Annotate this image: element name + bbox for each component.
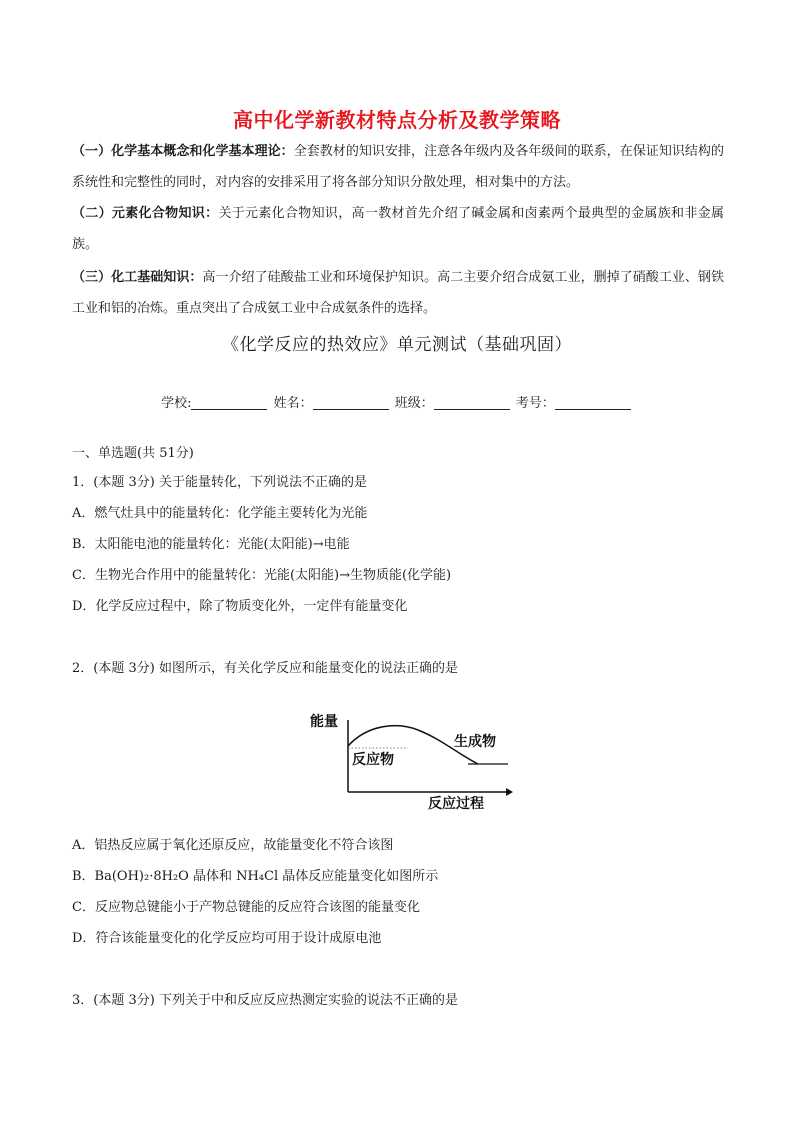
class-blank (434, 395, 510, 410)
question-1-option-c: C．生物光合作用中的能量转化：光能(太阳能)→生物质能(化学能) (72, 568, 452, 583)
intro-text-3: 高一介绍了硅酸盐工业和环境保护知识。高二主要介绍合成氨工业，删掉了硝酸工业、钢铁工业和铝的冶炼。重点突出了合成氨工业中合成氨条件的选择。 (72, 270, 724, 316)
question-2-option-a: A．铝热反应属于氧化还原反应，故能量变化不符合该图 (72, 838, 394, 853)
student-info-line (0, 392, 794, 411)
x-axis-label: 反应过程 (428, 796, 484, 810)
question-1-option-a: A．燃气灶具中的能量转化：化学能主要转化为光能 (72, 506, 368, 521)
school-label: 学校: (161, 396, 192, 411)
energy-diagram (308, 706, 514, 810)
section-heading: 一、单选题(共 51分) (72, 446, 194, 461)
reactant-label: 反应物 (352, 752, 394, 768)
name-label: 姓名： (273, 396, 313, 411)
y-axis-label: 能量 (310, 714, 338, 730)
question-1-option-b: B．太阳能电池的能量转化：光能(太阳能)→电能 (72, 537, 350, 552)
exam-number-label: 考号： (515, 396, 555, 411)
intro-label-2: （二）元素化合物知识： (72, 206, 219, 221)
intro-label-3: （三）化工基础知识： (72, 270, 203, 285)
intro-paragraph-3 (72, 262, 724, 324)
name-blank (313, 395, 389, 410)
question-1-option-d: D．化学反应过程中，除了物质变化外，一定伴有能量变化 (72, 599, 408, 614)
intro-label-1: （一）化学基本概念和化学基本理论： (72, 144, 294, 159)
page-title: 高中化学新教材特点分析及教学策略 (233, 108, 561, 132)
question-2-option-d: D．符合该能量变化的化学反应均可用于设计成原电池 (72, 931, 382, 946)
question-2-stem: 2．(本题 3分) 如图所示，有关化学反应和能量变化的说法正确的是 (72, 661, 458, 676)
school-blank (191, 395, 267, 410)
intro-paragraph-2 (72, 198, 724, 260)
intro-text-1: 全套教材的知识安排，注意各年级内及各年级间的联系，在保证知识结构的系统性和完整性的同时，对内容的安排采用了将各部分知识分散处理，相对集中的方法。 (72, 144, 724, 190)
question-3-stem: 3．(本题 3分) 下列关于中和反应反应热测定实验的说法不正确的是 (72, 993, 458, 1008)
question-2-option-b: B．Ba(OH)₂·8H₂O 晶体和 NH₄Cl 晶体反应能量变化如图所示 (72, 869, 439, 884)
intro-paragraph-1 (72, 136, 724, 198)
class-label: 班级： (394, 396, 434, 411)
exam-number-blank (555, 395, 631, 410)
question-2-option-c: C．反应物总键能小于产物总键能的反应符合该图的能量变化 (72, 900, 420, 915)
question-1-stem: 1．(本题 3分) 关于能量转化，下列说法不正确的是 (72, 475, 367, 490)
product-label: 生成物 (454, 734, 496, 750)
intro-text-2: 关于元素化合物知识，高一教材首先介绍了碱金属和卤素两个最典型的金属族和非金属族。 (72, 206, 724, 252)
x-axis-arrow (506, 788, 513, 796)
test-title: 《化学反应的热效应》单元测试（基础巩固） (222, 335, 572, 355)
